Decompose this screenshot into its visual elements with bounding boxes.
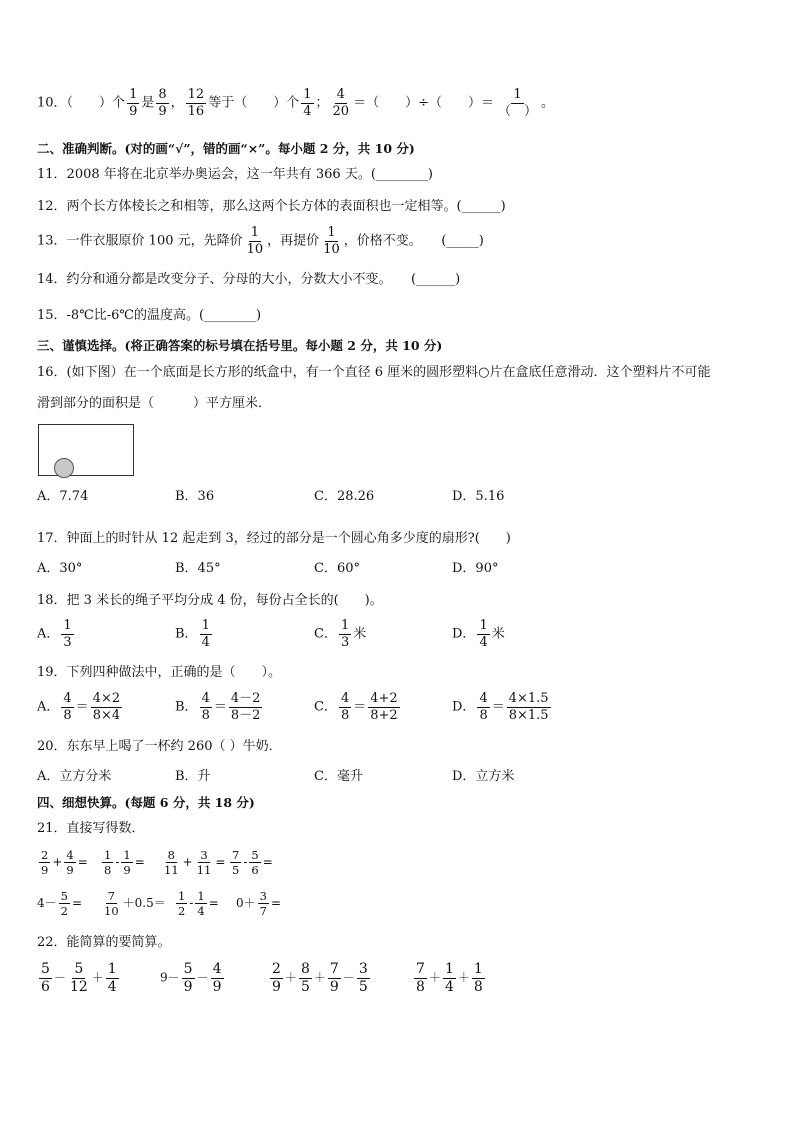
fraction: $\frac{4-2}{8-2}$ [230, 691, 261, 723]
fraction: $\frac{2}{9}$ [41, 848, 49, 878]
q10-text-1: （ ）个 [66, 95, 126, 111]
question-12: 12．两个长方体棱长之和相等，那么这两个长方体的表面积也一定相等。(______) [37, 199, 506, 214]
fraction: $\frac{1}{4}$ [303, 87, 312, 119]
fraction: $\frac{4+2}{8+2}$ [370, 691, 398, 723]
fraction: $\frac{4}{8}$ [479, 691, 488, 723]
q22-expr-4: $\frac{7}{8}$ ＋ $\frac{1}{4}$ ＋ $\frac{1}{8}$ [416, 961, 483, 995]
fraction: $\frac{3}{5}$ [358, 961, 368, 995]
q13-text-a: 13．一件衣服原价 100 元，先降价 [37, 233, 243, 249]
section-4-heading: 四、细想快算。(每题 6 分，共 18 分) [37, 795, 255, 810]
fraction: $\frac{1}{8}$ [104, 848, 112, 878]
q22-expr-1: $\frac{5}{6}$ － $\frac{5}{12}$ ＋ $\frac{1}{4}$ [41, 961, 117, 995]
question-16-line-2: 滑到部分的面积是（ ）平方厘米． [37, 396, 272, 411]
question-18: 18．把 3 米长的绳子平均分成 4 份，每份占全长的( )。 [37, 593, 383, 608]
fraction: $\frac{3}{11}$ [196, 848, 212, 878]
q21-expr-1: $\frac{2}{9}$ + $\frac{4}{9}$ = [41, 848, 88, 878]
fraction: $\frac{1}{8}$ [473, 961, 483, 995]
q19-option-b: B． $\frac{4}{8}$ ＝ $\frac{4-2}{8-2}$ [175, 691, 261, 723]
fraction: $\frac{5}{12}$ [69, 961, 88, 995]
q16-option-a: A．7.74 [37, 489, 89, 504]
question-15: 15．-8℃比-6℃的温度高。(________) [37, 308, 262, 323]
fraction: $\frac{2}{9}$ [272, 961, 281, 995]
q10-text-2: 是 [141, 95, 155, 111]
question-13 [37, 226, 484, 256]
rectangular-box-figure [38, 424, 134, 476]
fraction: $\frac{4}{8}$ [201, 691, 210, 723]
circular-disc-figure [54, 458, 74, 478]
fraction: $\frac{1}{4}$ [444, 961, 454, 995]
q19-option-a: A． $\frac{4}{8}$ ＝ $\frac{4\times 2}{8\times 4}$ [37, 691, 121, 723]
fraction: $\frac{7}{8}$ [416, 961, 425, 995]
q21-expr-6: $\frac{7}{10}$ ＋0.5＝ [104, 889, 166, 919]
fraction: $\frac{8}{9}$ [158, 87, 167, 119]
fraction: $\frac{1}{4}$ [107, 961, 117, 995]
q20-option-a: A．立方分米 [37, 769, 112, 784]
q16-option-b: B．36 [175, 489, 215, 504]
fraction: $\frac{8}{11}$ [164, 848, 179, 878]
fraction: $\frac{5}{6}$ [251, 848, 259, 878]
fraction: $\frac{1}{9}$ [123, 848, 131, 878]
q19-option-c: C． $\frac{4}{8}$ ＝ $\frac{4+2}{8+2}$ [314, 691, 398, 723]
fraction: $\frac{7}{10}$ [104, 889, 119, 919]
q22-expr-2: 9－ $\frac{5}{9}$ － $\frac{4}{9}$ [160, 961, 222, 995]
fraction: $\frac{1}{9}$ [129, 87, 138, 119]
fraction: $\frac{5}{9}$ [183, 961, 193, 995]
fraction: $\frac{3}{7}$ [259, 889, 267, 919]
q21-expr-5: 4－ $\frac{5}{2}$ = [37, 889, 83, 919]
q10-text-4: 等于（ ）个 [208, 95, 300, 111]
question-21: 21．直接写得数． [37, 821, 145, 836]
fraction: $\frac{1}{( )}$ [497, 87, 537, 119]
fraction: $\frac{1}{4}$ [197, 889, 205, 919]
question-17: 17．钟面上的时针从 12 起走到 3，经过的部分是一个圆心角多少度的扇形?( ) [37, 531, 511, 546]
fraction: $\frac{5}{2}$ [60, 889, 68, 919]
question-20: 20．东东早上喝了一杯约 260（ ）牛奶． [37, 739, 282, 754]
fraction: $\frac{12}{16}$ [187, 87, 205, 119]
question-22: 22．能简算的要简算。 [37, 935, 171, 950]
fraction: $\frac{1}{3}$ [63, 618, 72, 650]
fraction: $\frac{4}{9}$ [66, 848, 74, 878]
q20-option-b: B．升 [175, 769, 211, 784]
q21-expr-8: 0＋ $\frac{3}{7}$ = [236, 889, 282, 919]
fraction: $\frac{4}{9}$ [212, 961, 222, 995]
question-10 [37, 88, 554, 118]
q13-text-b: ，再提价 [267, 233, 320, 249]
q21-expr-4: $\frac{7}{5}$ - $\frac{5}{6}$ = [232, 848, 273, 878]
q18-option-b: B． $\frac{1}{4}$ [175, 618, 210, 650]
q21-expr-3: $\frac{8}{11}$ + $\frac{3}{11}$ = [164, 848, 226, 878]
fraction: $\frac{1}{2}$ [178, 889, 186, 919]
fraction: $\frac{7}{9}$ [329, 961, 339, 995]
q13-text-c: ，价格不变。 (_____) [343, 233, 484, 249]
q17-option-a: A．30° [37, 561, 83, 576]
fraction: $\frac{1}{10}$ [323, 225, 340, 257]
fraction: $\frac{4\times 2}{8\times 4}$ [92, 691, 121, 723]
question-14: 14．约分和通分都是改变分子、分母的大小，分数大小不变。 (______) [37, 272, 461, 287]
fraction: $\frac{1}{4}$ [479, 618, 488, 650]
section-3-heading: 三、谨慎选择。(将正确答案的标号填在括号里。每小题 2 分，共 10 分) [37, 338, 443, 353]
q10-number: 10． [37, 95, 67, 111]
q20-option-c: C．毫升 [314, 769, 363, 784]
fraction: $\frac{4}{20}$ [332, 87, 350, 119]
q16-option-c: C．28.26 [314, 489, 375, 504]
fraction: $\frac{1}{4}$ [201, 618, 210, 650]
q21-expr-7: $\frac{1}{2}$ - $\frac{1}{4}$ = [178, 889, 219, 919]
fraction: $\frac{7}{5}$ [232, 848, 240, 878]
q10-text-7: 。 [540, 95, 554, 111]
fraction: $\frac{1}{10}$ [246, 225, 264, 257]
q17-option-d: D．90° [452, 561, 499, 576]
fraction: $\frac{4\times 1.5}{8\times 1.5}$ [508, 691, 549, 723]
q17-option-c: C．60° [314, 561, 360, 576]
q19-option-d: D． $\frac{4}{8}$ ＝ $\frac{4\times 1.5}{8\times 1.5}$ [452, 691, 549, 723]
fraction: $\frac{1}{3}$ [340, 618, 350, 650]
fraction: $\frac{5}{6}$ [41, 961, 50, 995]
q17-option-b: B．45° [175, 561, 221, 576]
q16-option-d: D．5.16 [452, 489, 505, 504]
fraction: $\frac{4}{8}$ [63, 691, 72, 723]
q10-text-6: ＝（ ）÷（ ）＝ [353, 95, 494, 111]
q18-option-a: A． $\frac{1}{3}$ [37, 618, 72, 650]
fraction: $\frac{8}{5}$ [300, 961, 310, 995]
question-16-line-1: 16．(如下图）在一个底面是长方形的纸盒中，有一个直径 6 厘米的圆形塑料○片在盒底任意滑动．这个塑料片不可能 [37, 365, 711, 380]
question-11: 11．2008 年将在北京举办奥运会，这一年共有 366 天。(________) [37, 167, 433, 182]
q20-option-d: D．立方米 [452, 769, 515, 784]
section-2-heading: 二、准确判断。(对的画“√”，错的画“×”。每小题 2 分，共 10 分) [37, 141, 415, 156]
q18-option-c: C． $\frac{1}{3}$ 米 [314, 618, 367, 650]
q21-expr-2: $\frac{1}{8}$ - $\frac{1}{9}$ = [104, 848, 145, 878]
q22-expr-3: $\frac{2}{9}$ ＋ $\frac{8}{5}$ ＋ $\frac{7}{9}$ － $\frac{3}{5}$ [272, 961, 368, 995]
q10-text-3: ， [170, 95, 184, 111]
fraction: $\frac{4}{8}$ [340, 691, 350, 723]
q18-option-d: D． $\frac{1}{4}$ 米 [452, 618, 505, 650]
q10-text-5: ； [315, 95, 329, 111]
question-19: 19．下列四种做法中，正确的是（ ）。 [37, 665, 282, 680]
